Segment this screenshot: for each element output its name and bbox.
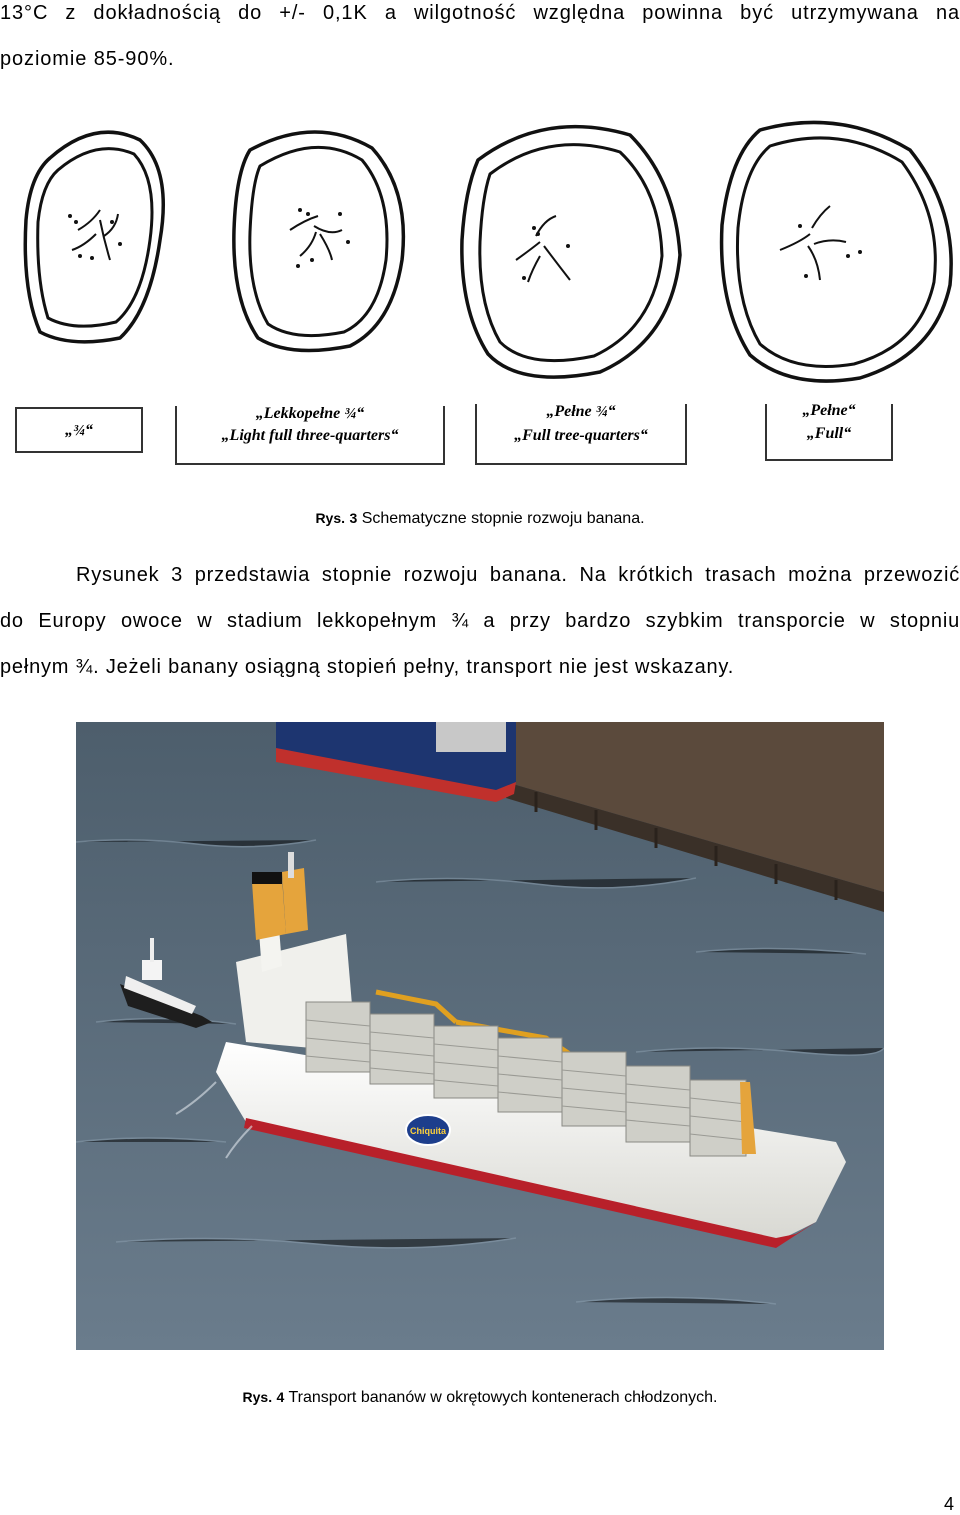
intro-line-1: 13°C z dokładnością do +/- 0,1K a wilgotność względna powinna być utrzymywana na — [0, 2, 960, 24]
stage-label-4-pl: „Pełne“ — [802, 402, 856, 419]
intro-line-2: poziomie 85-90%. — [0, 48, 175, 70]
cross-section-2 — [234, 132, 404, 351]
intro-paragraph — [0, 0, 960, 82]
cross-section-4 — [722, 122, 952, 381]
ship-photo — [76, 722, 884, 1350]
stage-label-1: „¾“ — [65, 422, 93, 439]
caption-3-text: Schematyczne stopnie rozwoju banana. — [357, 510, 645, 527]
caption-4-number: 4 — [276, 1389, 285, 1405]
caption-3-number: 3 — [349, 510, 358, 526]
stage-label-2-en: „Light full three-quarters“ — [221, 427, 399, 444]
stage-label-4-en: „Full“ — [806, 425, 852, 442]
caption-3-prefix: Rys. — [315, 510, 346, 526]
page-number: 4 — [943, 1494, 954, 1514]
body-paragraph — [0, 552, 960, 690]
banana-stages-figure — [0, 110, 960, 490]
ship-logo: Chiquita — [410, 1126, 446, 1136]
figure-4-caption — [0, 1386, 960, 1409]
body-line-1: Rysunek 3 przedstawia stopnie rozwoju banana. Na krótkich trasach można przewozić — [76, 564, 960, 586]
body-line-2: do Europy owoce w stadium lekkopełnym ¾ a przy bardzo szybkim transporcie w stopniu — [0, 610, 960, 632]
cross-section-3 — [462, 127, 680, 377]
stage-label-2-pl: „Lekkopełne ¾“ — [255, 405, 365, 422]
stage-label-3-en: „Full tree-quarters“ — [514, 427, 648, 444]
caption-4-prefix: Rys. — [242, 1389, 273, 1405]
caption-4-text: Transport bananów w okrętowych kontenerach chłodzonych. — [284, 1389, 718, 1406]
body-line-3: pełnym ¾. Jeżeli banany osiągną stopień pełny, transport nie jest wskazany. — [0, 656, 735, 678]
stage-label-3-pl: „Pełne ¾“ — [546, 403, 616, 420]
figure-3-caption — [0, 507, 960, 530]
